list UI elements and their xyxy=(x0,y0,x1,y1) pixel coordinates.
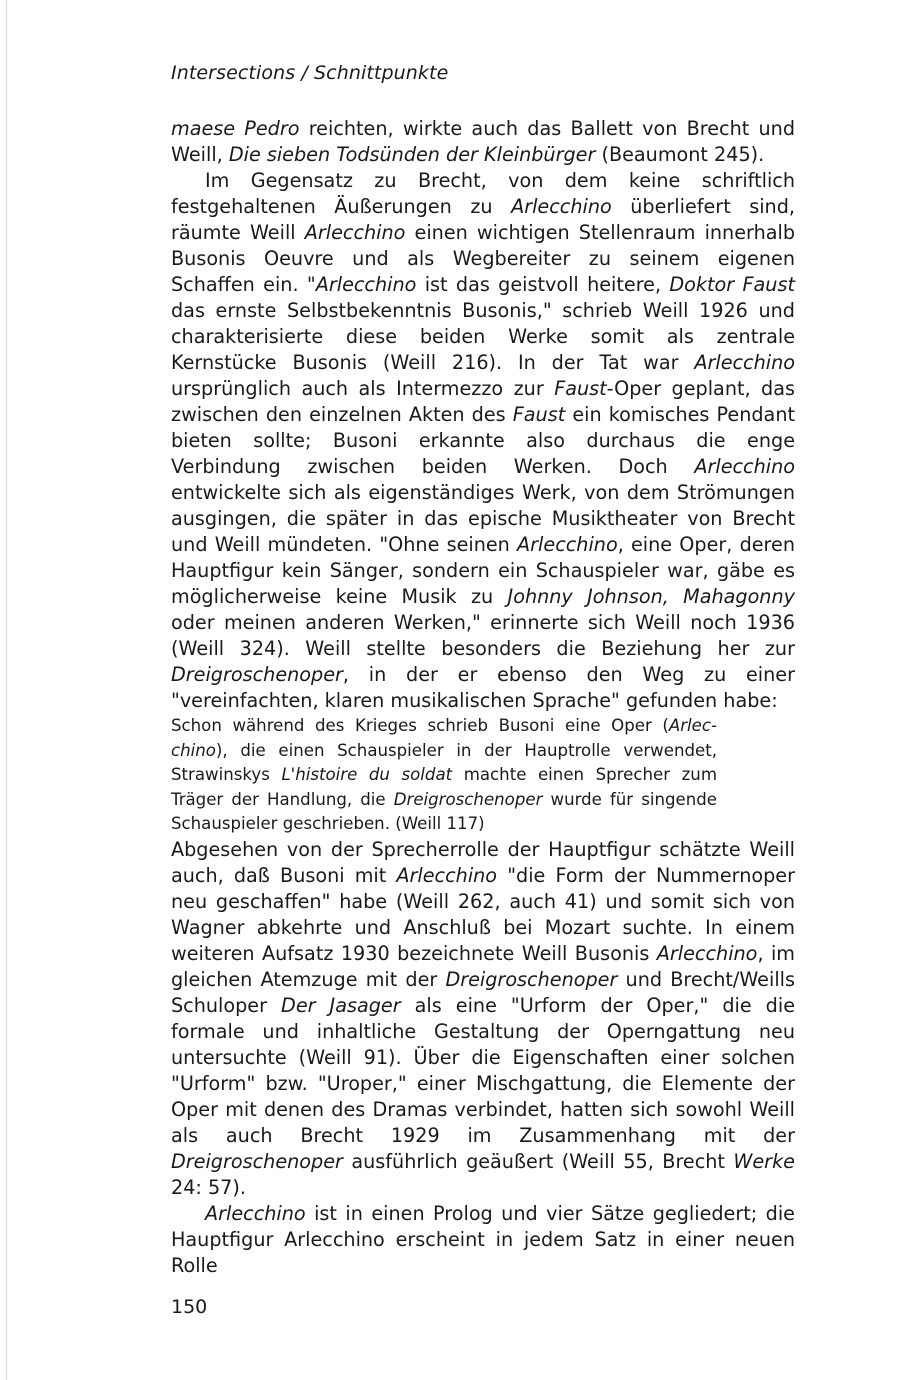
text-run: Im Gegensatz zu Brecht, von dem keine schriftlich festgehaltenen Äußerungen zu xyxy=(171,169,795,218)
text-run: das ernste Selbstbekenntnis Busonis," schrieb Weill 1926 und charakterisierte diese beiden Werke somit als zentrale Kernstücke Busonis (Weill 216). In der Tat war xyxy=(171,299,795,374)
text-run: ist in einen Prolog und vier Sätze gegliedert; die Hauptfigur Arlecchino erscheint in jedem Satz in einer neuen Rolle xyxy=(171,1201,795,1277)
text-run: "die Form der Nummernoper neu geschaffen" habe (Weill 262, auch 41) und somit sich von Wagner abkehrte und Anschluß bei Mozart suchte. In einem weiteren Aufsatz 1930 bezeichnete Weill Busonis xyxy=(171,863,795,965)
italic-run: Arlecchino xyxy=(656,941,758,965)
italic-run: Arlecchino xyxy=(517,533,618,556)
italic-run: Arlecchino xyxy=(171,716,717,760)
text-run: (Beaumont 245). xyxy=(595,143,765,166)
italic-run: Arlecchino xyxy=(511,195,612,218)
text-run: reichten, wirkte auch das Ballett von Brecht und Weill, xyxy=(171,117,796,166)
italic-run: Faust xyxy=(554,377,607,400)
italic-run: Faust xyxy=(512,403,566,426)
text-run: überliefert sind, räumte Weill xyxy=(171,195,795,244)
text-run: ursprünglich auch als Intermezzo zur xyxy=(171,377,555,400)
italic-run: Die sieben Todsünden der Kleinbürger xyxy=(228,143,596,166)
text-run: als eine "Urform der Oper," die die formale und inhaltliche Gestaltung der Operngattung neu untersuchte (Weill 91). Über die Eigenschaften einer solchen "Urform" bzw. "Uroper," einer Mischgattung, die Elemente der Oper mit denen des Dramas verbindet, hatten sich sowohl Weill als auch Brecht 1929 im Zusammenhang mit der xyxy=(171,993,795,1147)
page-edge xyxy=(6,0,7,1380)
text-run: 24: 57). xyxy=(171,1175,246,1199)
paragraph xyxy=(171,116,795,168)
text-run: , in der er ebenso den Weg zu einer "vereinfachten, klaren musikalischen Sprache" gefunden habe: xyxy=(171,663,795,712)
italic-run: Dreigroschenoper xyxy=(393,789,543,809)
italic-run: Arlecchino xyxy=(315,273,417,296)
text-run: Abgesehen von der Sprecherrolle der Hauptfigur schätzte Weill auch, daß Busoni mit xyxy=(171,837,795,887)
page-number: 150 xyxy=(171,1296,208,1318)
italic-run: maese Pedro xyxy=(171,117,300,140)
body-text xyxy=(171,116,795,1279)
italic-run: Der Jasager xyxy=(281,993,401,1017)
italic-run: Arlecchino xyxy=(205,1201,306,1225)
italic-run: Arlecchino xyxy=(694,351,795,374)
text-run: machte einen Sprecher zum Träger der Handlung, die xyxy=(171,765,717,809)
paragraph xyxy=(171,1201,795,1279)
italic-run: Dreigroschenoper xyxy=(171,663,343,686)
text-run: oder meinen anderen Werken," erinnerte sich Weill noch 1936 (Weill 324). Weill stellte besonders die Beziehung her zur xyxy=(171,611,795,660)
paragraph xyxy=(171,837,795,1201)
italic-run: L'histoire du soldat xyxy=(281,765,453,784)
text-run: ausführlich geäußert (Weill 55, Brecht xyxy=(342,1149,734,1173)
text-run: -Oper geplant, das zwischen den einzelnen Akten des xyxy=(171,377,795,426)
italic-run: Johnny Johnson, Mahagonny xyxy=(507,585,795,608)
italic-run: Arlecchino xyxy=(694,455,795,478)
italic-run: Arlecchino xyxy=(304,221,406,244)
text-run: , eine Oper, deren Hauptfigur kein Sänger, sondern ein Schauspieler war, gäbe es möglicherweise keine Musik zu xyxy=(171,533,795,608)
paragraph xyxy=(171,168,795,714)
italic-run: Dreigroschenoper xyxy=(171,1149,343,1173)
text-run: wurde für singende Schauspieler geschrieben. (Weill 117) xyxy=(171,789,718,833)
italic-run: Doktor Faust xyxy=(669,273,795,296)
text-run: ein komisches Pendant bieten sollte; Busoni erkannte also durchaus die enge Verbindung zwischen beiden Werken. Doch xyxy=(171,403,795,478)
block-quote xyxy=(171,714,717,837)
italic-run: Werke xyxy=(733,1149,795,1173)
running-head: Intersections / Schnittpunkte xyxy=(171,62,449,84)
text-run: und Brecht/Weills Schuloper xyxy=(171,967,795,1017)
text-run: ist das geistvoll heitere, xyxy=(416,273,670,296)
text-run: , im gleichen Atemzuge mit der xyxy=(171,941,795,991)
text-run: ), die einen Schauspieler in der Hauptrolle verwendet, Strawinskys xyxy=(171,740,717,784)
text-run: Schon während des Krieges schrieb Busoni eine Oper ( xyxy=(171,716,669,735)
italic-run: Dreigroschenoper xyxy=(445,967,618,991)
text-run: einen wichtigen Stellenraum innerhalb Busonis Oeuvre und als Wegbereiter zu seinem eigenen Schaffen ein. " xyxy=(171,221,796,296)
italic-run: Arlecchino xyxy=(396,863,498,887)
text-run: entwickelte sich als eigenständiges Werk, von dem Strömungen ausgingen, die später in das epische Musiktheater von Brecht und Weill mündeten. "Ohne seinen xyxy=(171,481,795,556)
